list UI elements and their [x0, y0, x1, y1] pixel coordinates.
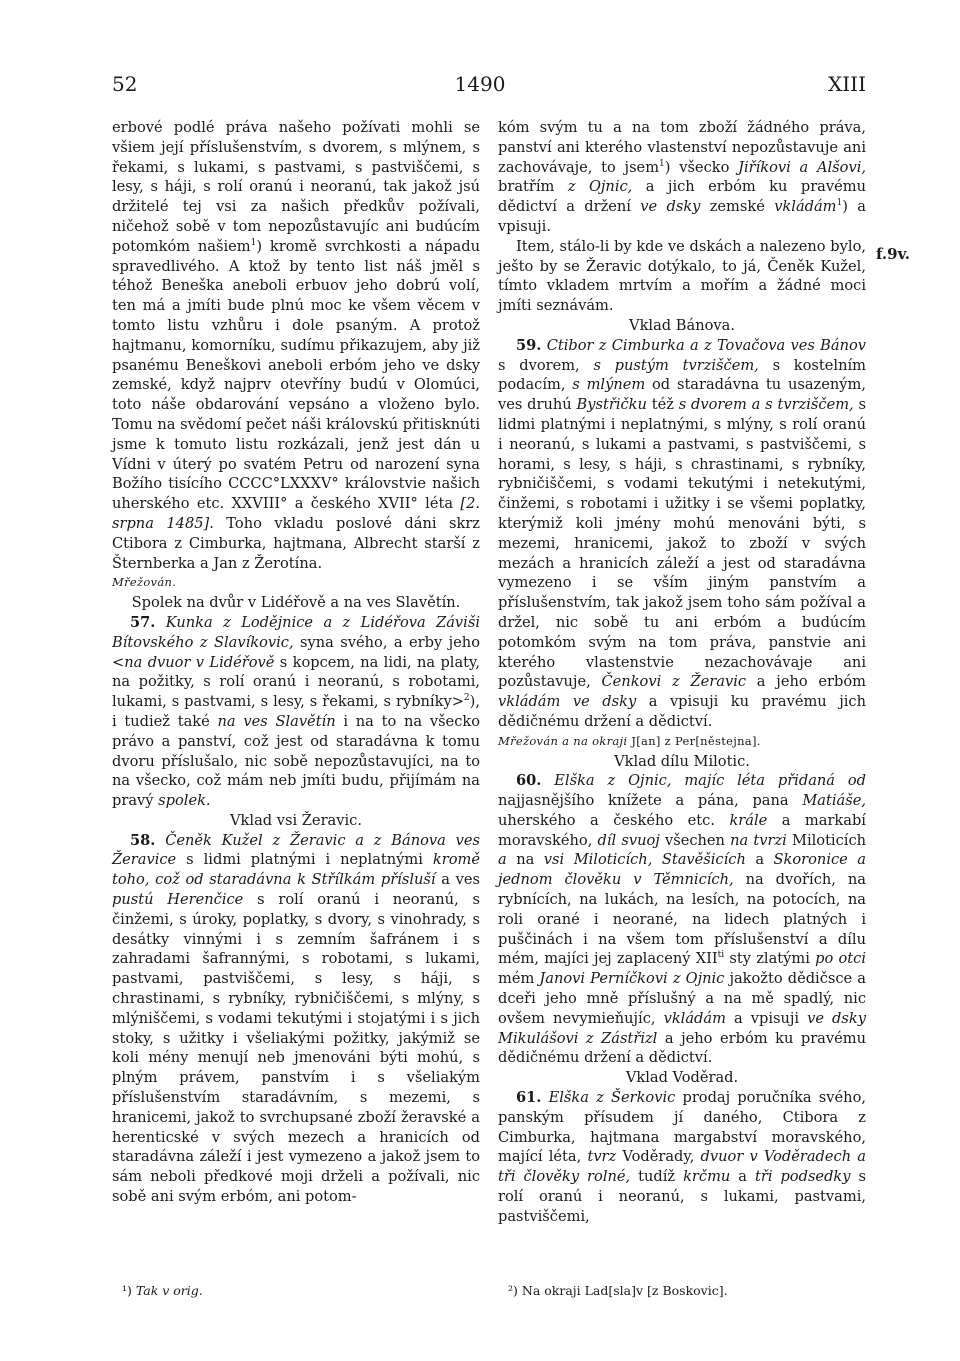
footnote-text: Na okraji Lad[sla]v [z Boskovic]. [521, 1283, 728, 1298]
section-heading: Vklad Bánova. [629, 316, 735, 334]
paragraph: Item, stálo-li by kde ve dskách a nalezeno bylo, ješto by se Žeravic dotýkalo, to já, Čeněk Kužel, tímto vkladem mrtvím a mořím a žádné moci jmíti seznávám. [498, 237, 866, 315]
left-column [112, 118, 480, 1207]
section-heading: Vklad Voděrad. [625, 1069, 739, 1087]
section-heading: Spolek na dvůr v Lidéřově a na ves Slavětín. [131, 594, 461, 612]
paragraph: 61. Elška z Šerkovic prodaj poručníka svého, panským přísudem jí daného, Ctibora z Cimburka, hajtmana margabství moravského, mající léta, tvrz Voděrady, dvuor v Voděradech a tři člověky rolné, tudíž krčmu a tři podsedky s rolí oranú i neoranú, s lukami, pastvami, pastviščemi, [498, 1089, 867, 1225]
paragraph: erbové podlé práva našeho požívati mohli se všiem její příslušenstvím, s dvorem, s mlýnem, s řekami, s lukami, s pastvami, s pastviščemi, s lesy, s háji, s rolí oranú i neoranú, tak jakož jsú držitelé tej vsi za našich předkův požívali, ničehož sobě v tom nepozůstavujíc ani budúcím potomkóm našiem$^1$) kromě svrchkosti a nápadu spravedlivého. A ktož by tento list náš jměl s téhož Beneška aneboli erbuov jeho dobrú volí, ten má a jmíti bude plnú moc ke všem věcem v tomto listu vzhůru i dole psaným. A protož hajtmanu, komorníku, sudímu přikazujem, aby již psanému Beneškovi aneboli erbóm jeho ve dsky zemské, když najprv otevříny budú v Olomúci, toto náše obdarování vepsáno a vloženo bylo. Tomu na svědomí pečet náši královskú přitisknúti jsme k tomuto listu rozkázali, jenž jest dán u Vídni v úterý po svatém Petru od narození syna Božího tisícího CCCC°LXXXV° královstvie našich uherského etc. XXVIII° a českého XVII° léta [2. srpna 1485]. Toho vkladu poslové dáni skrz Ctibora z Cimburka, hajtmana, Albrecht starší z Šternberka a Jan z Žerotína. [112, 119, 480, 572]
paragraph: kóm svým tu a na tom zboží žádného práva, panství ani kterého vlastenství nepozůstavuje ani zachovávaje, to jsem$^1$) všecko Jiříkovi a Alšovi, bratřím z Ojnic, a jich erbóm ku pravému dědictví a držení ve dsky zemské vkládám$^1$) a vpisuji. [498, 119, 867, 235]
section-heading: Vklad dílu Milotic. [614, 752, 750, 770]
footnote-2 [508, 1283, 728, 1298]
footnote-text: Tak v orig. [135, 1283, 203, 1298]
paragraph: 57. Kunka z Lodějnice a z Lidéřova Záviši Bítovského z Slavíkovic, syna svého, a erby jeho <na dvuor v Lidéřově s kopcem, na lidi, na platy, na požitky, s rolí oranú i neoranú, s robotami, lukami, s pastvami, s lesy, s řekami, s rybníky>$^2$), i tudiež také na ves Slavětín i na to na všecko právo a panství, což jest od staradávna k tomu dvoru příslušalo, nic sobě nepozůstavujíci, na to na všecko, což mám neb jmíti budu, přijímám na pravý spolek. [112, 613, 480, 810]
footnote-mark: ¹) [122, 1283, 132, 1298]
footnote-mark: ²) [508, 1283, 518, 1298]
section-heading: Vklad vsi Žeravic. [230, 811, 362, 829]
paragraph: 59. Ctibor z Cimburka a z Tovačova ves Bánov s dvorem, s pustým tvrziščem, s kostelním podacím, s mlýnem od staradávna tu usazeným, ves druhú Bystřičku též s dvorem a s tvrziščem, s lidmi platnými i neplatnými, s mlýny, s rolí oranú i neoranú, s lukami a pastvami, s pastviščemi, s horami, s lesy, s háji, s chrastinami, s rybníky, rybničiščemi, s vodami tekutými i netekutými, činžemi, s robotami i užitky i se všemi poplatky, kterýmiž koli jmény mohú menováni býti, s mezemi, hranicemi, jakož to zboží v svých mezách a hranicích záleží a jest od staradávna vymezeno i se vším jiným panstvím a příslušenstvím, tak jakož jsem toho sám požíval a držel, nic sobě tu ani erbóm a budúcím potomkóm svým na tom práva, panstvie ani kterého vlastenstvie nezachovávaje ani pozůstavuje, Čenkovi z Žeravic a jeho erbóm vkládám ve dsky a vpisuji ku pravému jich dědičnému držení a dědictví. [498, 336, 867, 730]
margin-note: f.9v. [876, 245, 911, 263]
note: Mřežován a na okraji J[an] z Per[něstejna]. [498, 733, 761, 748]
note: Mřežován. [112, 575, 177, 590]
volume-number: XIII [828, 72, 866, 96]
footnote-1 [122, 1283, 203, 1298]
paragraph: 58. Čeněk Kužel z Žeravic a z Bánova ves Žeravice s lidmi platnými i neplatnými kromě toho, což od staradávna k Střílkám přísluší a ves pustú Herenčice s rolí oranú i neoranú, s činžemi, s úroky, poplatky, s dvory, s vinohrady, s desátky vinnými i s zemním šafránem i s zahradami šafrannými, s robotami, s lukami, pastvami, pastviščemi, s lesy, s háji, s chrastinami, s rybníky, rybničiščemi, s mlýny, s mlýniščemi, s vodami tekutými i stojatými i s jich stoky, s užitky i všeliakými požitky, jakýmiž se koli mény menují neb jmenováni býti mohú, s plným právem, panstvím i s všeliakým příslušenstvím staradávním, s mezemi, s hranicemi, jakož to svrchupsané zboží žeravské a herenticské v svých mezech a hranicích od staradávna záleží i jest vymezeno a jakož jsem to sám neboli předkové moji drželi a požívali, nic sobě ani svým erbóm, ani potom- [112, 831, 481, 1206]
right-column [498, 118, 866, 1227]
page-number: 52 [112, 72, 138, 96]
paragraph: 60. Elška z Ojnic, majíc léta přidaná od najjasnějšího knížete a pána, pana Matiáše, uherského a českého etc. krále a markabí moravského, díl svuoj všechen na tvrzi Miloticích a na vsi Miloticích, Stavěšicích a Skoronice a jednom člověku v Těmnicích, na dvořích, na rybnících, na lukách, na lesích, na potocích, na roli orané i neorané, na lidech platných i puščinách i na všem tom příslušenství a dílu mém, majíci jej zaplacený $XII^{ti}$ sty zlatými po otci mém Janovi Perníčkovi z Ojnic jakožto dědičsce a dceři jeho mně příslušný a na mě spadlý, nic ovšem nevymieňujíc, vkládám a vpisuji ve dsky Mikulášovi z Zástřizl a jeho erbóm ku pravému dědičnému držení a dědictví. [498, 772, 867, 1067]
page-year: 1490 [454, 72, 506, 96]
